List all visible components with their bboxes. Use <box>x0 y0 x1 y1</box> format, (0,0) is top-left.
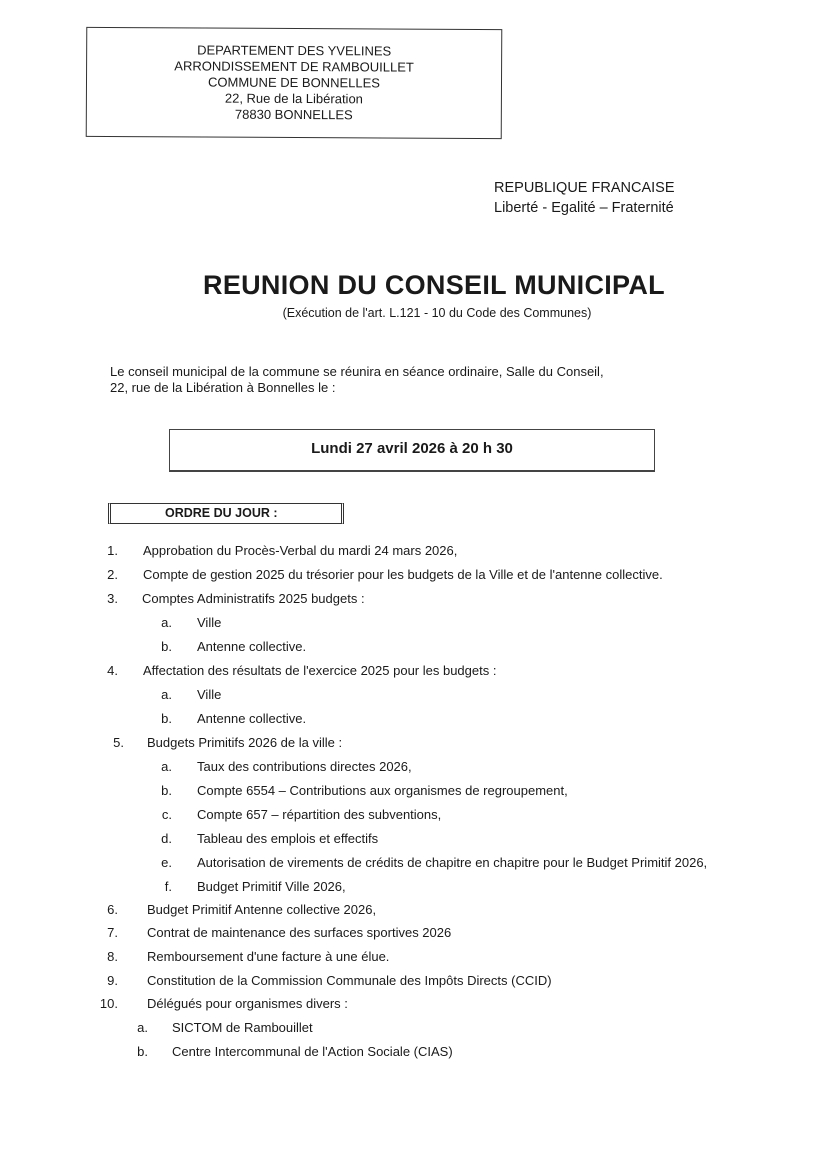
header-line: DEPARTEMENT DES YVELINES <box>197 42 392 59</box>
page-title: REUNION DU CONSEIL MUNICIPAL <box>203 270 665 300</box>
agenda-item-number: a. <box>161 615 172 630</box>
agenda-item-text: Antenne collective. <box>197 711 307 726</box>
agenda-item-number: 7. <box>107 925 118 940</box>
agenda-item-text: Comptes Administratifs 2025 budgets : <box>142 591 365 606</box>
agenda-item-number: b. <box>161 639 172 654</box>
intro-text <box>110 364 604 396</box>
agenda-item-number: 4. <box>107 663 118 678</box>
agenda-item-text: Tableau des emplois et effectifs <box>197 831 379 846</box>
agenda-item-text: Budget Primitif Ville 2026, <box>197 879 346 894</box>
agenda-item-text: Budgets Primitifs 2026 de la ville : <box>147 735 343 750</box>
agenda-item-number: 2. <box>107 567 118 582</box>
agenda-item-text: Compte 657 – répartition des subventions, <box>197 807 442 822</box>
agenda-item-number: 10. <box>99 996 118 1011</box>
agenda-item-number: 8. <box>107 949 118 964</box>
agenda-item-number: b. <box>161 711 172 726</box>
page-subtitle: (Exécution de l'art. L.121 - 10 du Code des Communes) <box>282 306 592 320</box>
agenda-item-number: a. <box>161 687 172 702</box>
agenda-item-number: e. <box>161 855 172 870</box>
agenda-item-text: Ville <box>197 687 222 702</box>
agenda-item-number: b. <box>161 783 172 798</box>
republic-block <box>494 178 675 218</box>
agenda-item-text: Centre Intercommunal de l'Action Sociale (CIAS) <box>172 1044 453 1059</box>
agenda-item-number: 6. <box>107 902 118 917</box>
agenda-item-number: c. <box>161 807 172 822</box>
intro-line: 22, rue de la Libération à Bonnelles le : <box>110 380 336 395</box>
agenda-heading-box <box>108 503 344 524</box>
republic-motto: Liberté - Egalité – Fraternité <box>494 200 674 216</box>
agenda-item-text: Délégués pour organismes divers : <box>147 996 348 1011</box>
agenda-item-text: Constitution de la Commission Communale des Impôts Directs (CCID) <box>147 973 552 988</box>
agenda-item-number: 3. <box>107 591 118 606</box>
agenda-item-text: Autorisation de virements de crédits de chapitre en chapitre pour le Budget Primitif 2026, <box>197 855 708 870</box>
agenda-item-text: Taux des contributions directes 2026, <box>197 759 412 774</box>
agenda-heading: ORDRE DU JOUR : <box>165 506 278 520</box>
meeting-date-box <box>169 429 655 472</box>
republic-name: REPUBLIQUE FRANCAISE <box>494 180 675 196</box>
agenda-item-number: d. <box>161 831 172 846</box>
agenda-item-text: Affectation des résultats de l'exercice 2025 pour les budgets : <box>143 663 497 678</box>
agenda-item-number: b. <box>137 1044 148 1059</box>
intro-line: Le conseil municipal de la commune se réunira en séance ordinaire, Salle du Conseil, <box>110 364 604 379</box>
agenda-item-text: Ville <box>197 615 222 630</box>
agenda-item-number: 5. <box>113 735 124 750</box>
header-line: 78830 BONNELLES <box>234 106 353 123</box>
agenda-item-text: Compte 6554 – Contributions aux organismes de regroupement, <box>197 783 568 798</box>
agenda-item-number: a. <box>161 759 172 774</box>
municipality-header-box <box>86 27 503 139</box>
meeting-date: Lundi 27 avril 2026 à 20 h 30 <box>311 440 513 457</box>
agenda-item-number: 1. <box>107 543 118 558</box>
agenda-item-number: f. <box>164 879 172 894</box>
agenda-item-text: Budget Primitif Antenne collective 2026, <box>147 902 377 917</box>
agenda-item-text: Contrat de maintenance des surfaces sportives 2026 <box>147 925 452 940</box>
agenda-item-text: Compte de gestion 2025 du trésorier pour les budgets de la Ville et de l'antenne collective. <box>143 567 663 582</box>
agenda-item-text: SICTOM de Rambouillet <box>172 1020 313 1035</box>
header-line: COMMUNE DE BONNELLES <box>207 74 380 91</box>
agenda-item-text: Approbation du Procès-Verbal du mardi 24 mars 2026, <box>143 543 458 558</box>
agenda-item-text: Remboursement d'une facture à une élue. <box>147 949 390 964</box>
header-line: ARRONDISSEMENT DE RAMBOUILLET <box>174 58 414 75</box>
agenda-item-text: Antenne collective. <box>197 639 307 654</box>
header-line: 22, Rue de la Libération <box>224 90 363 107</box>
agenda-item-number: 9. <box>107 973 118 988</box>
agenda-item-number: a. <box>137 1020 148 1035</box>
